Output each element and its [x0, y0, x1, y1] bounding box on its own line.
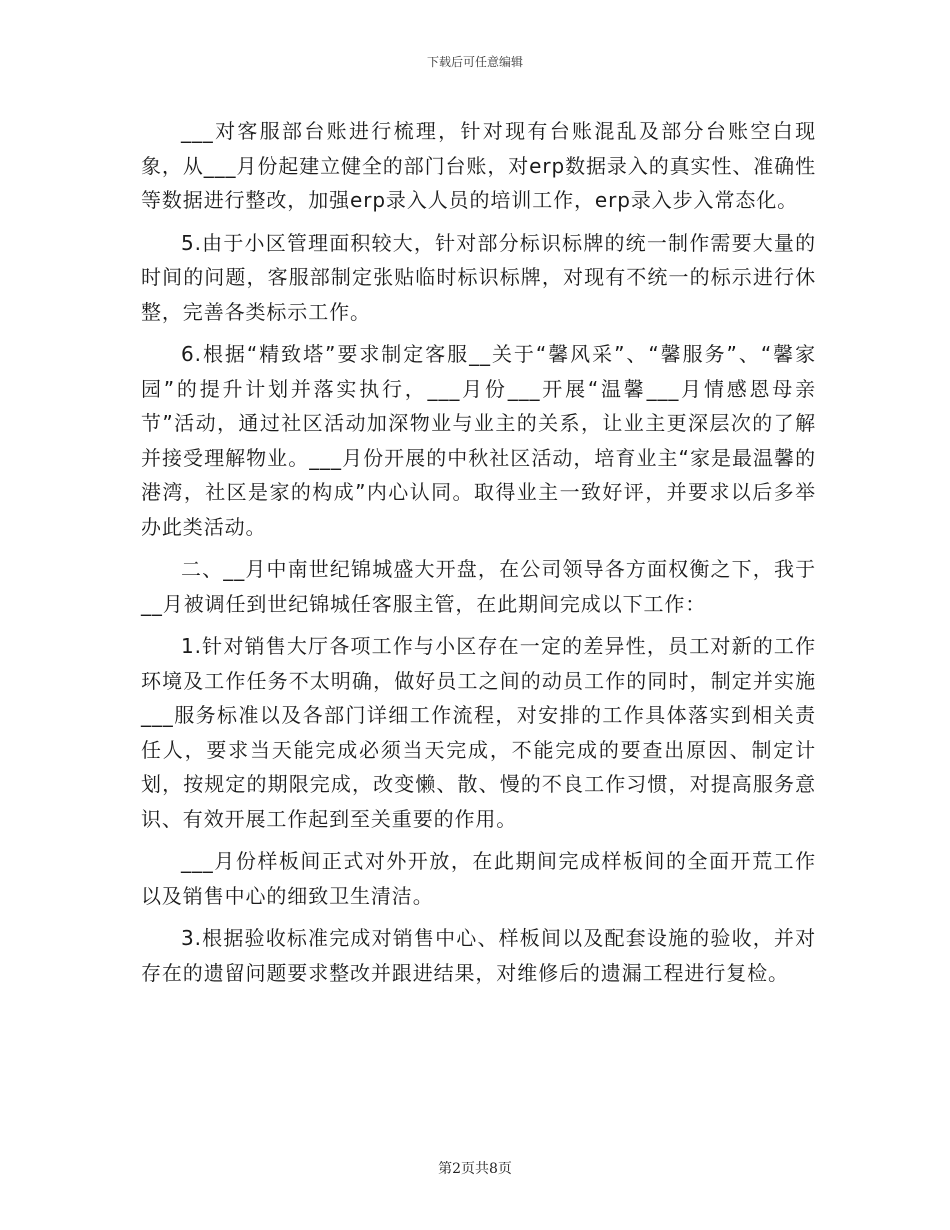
paragraph-2: 5.由于小区管理面积较大，针对部分标识标牌的统一制作需要大量的时间的问题，客服部制定张贴临时标识标牌，对现有不统一的标示进行休整，完善各类标示工作。: [141, 230, 816, 324]
paragraph-5: 1.针对销售大厅各项工作与小区存在一定的差异性，员工对新的工作环境及工作任务不太明确，做好员工之间的动员工作的同时，制定并实施___服务标准以及各部门详细工作流程，对安排的工作具体落实到相关责任人，要求当天能完成必须当天完成，不能完成的要查出原因、制定计划，按规定的期限完成，改变懒、散、慢的不良工作习惯，对提高服务意识、有效开展工作起到至关重要的作用。: [141, 634, 816, 831]
paragraph-4: 二、__月中南世纪锦城盛大开盘，在公司领导各方面权衡之下，我于__月被调任到世纪锦城任客服主管，在此期间完成以下工作：: [141, 557, 816, 616]
document-body: [141, 114, 816, 990]
paragraph-3: 6.根据“精致塔”要求制定客服__关于“馨风采”、“馨服务”、“馨家园”的提升计划并落实执行，___月份___开展“温馨___月情感恩母亲节”活动，通过社区活动加深物业与业主的关系，让业主更深层次的了解并接受理解物业。___月份开展的中秋社区活动，培育业主“家是最温馨的港湾，社区是家的构成”内心认同。取得业主一致好评，并要求以后多举办此类活动。: [141, 342, 816, 539]
paragraph-1: ___对客服部台账进行梳理，针对现有台账混乱及部分台账空白现象，从___月份起建立健全的部门台账，对erp数据录入的真实性、准确性等数据进行整改，加强erp录入人员的培训工作，erp录入步入常态化。: [141, 119, 816, 212]
paragraph-7: 3.根据验收标准完成对销售中心、样板间以及配套设施的验收，并对存在的遗留问题要求整改并跟进结果，对维修后的遗漏工程进行复检。: [141, 926, 816, 985]
page-footer: 第2页共8页: [438, 1161, 512, 1177]
page-header: 下载后可任意编辑: [426, 55, 523, 69]
paragraph-6: ___月份样板间正式对外开放，在此期间完成样板间的全面开荒工作以及销售中心的细致卫生清洁。: [141, 849, 816, 908]
